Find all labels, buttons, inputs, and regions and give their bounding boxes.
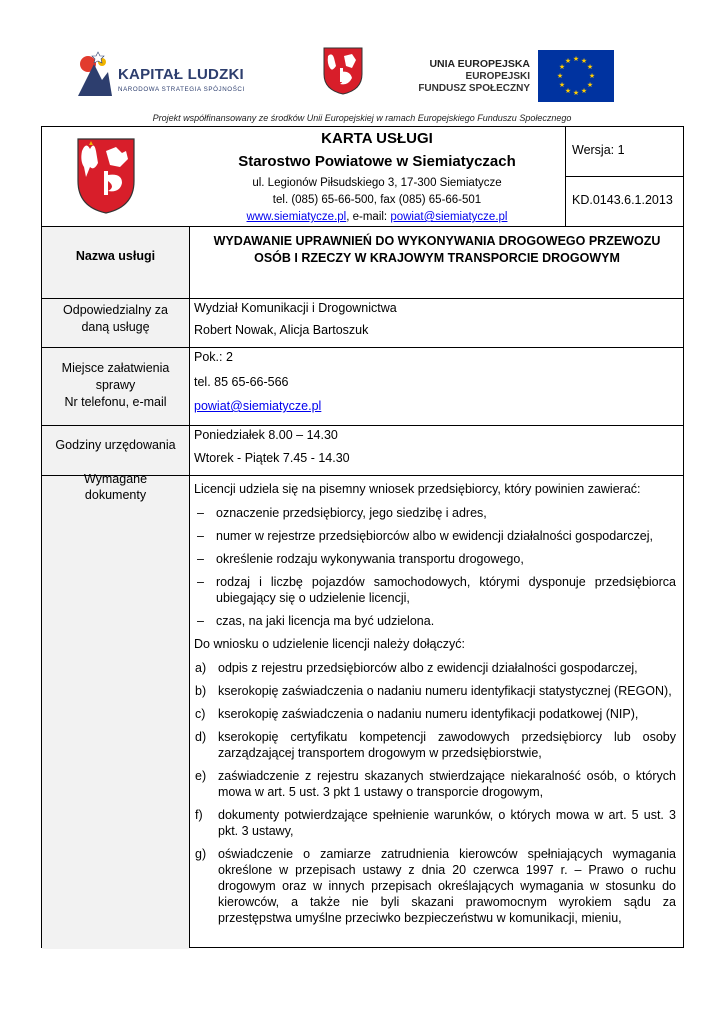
svg-text:★: ★ <box>558 81 566 89</box>
website-link[interactable]: www.siemiatycze.pl <box>246 211 347 223</box>
svg-text:★: ★ <box>588 72 596 80</box>
eu-text-block <box>414 58 530 96</box>
eu-flag-icon <box>538 50 614 102</box>
place-label <box>48 360 183 411</box>
office-email-link[interactable]: powiat@siemiatycze.pl <box>390 211 508 223</box>
svg-text:★: ★ <box>556 72 564 80</box>
office-name: Starostwo Powiatowe w Siemiatyczach <box>238 153 516 170</box>
hours-tue-fri: Wtorek - Piątek 7.45 - 14.30 <box>194 451 350 465</box>
svg-text:★: ★ <box>558 63 566 71</box>
attachments-list <box>194 660 676 926</box>
contact-label-line: Nr telefonu, e-mail <box>64 395 167 409</box>
kapital-ludzki-subtitle: NARODOWA STRATEGIA SPÓJNOŚCI <box>118 86 245 93</box>
documents-content <box>194 481 676 933</box>
eu-union-label: UNIA EUROPEJSKA <box>429 58 530 70</box>
list-item: c) kserokopię zaświadczenia o nadaniu numeru identyfikacji podatkowej (NIP), <box>195 707 639 721</box>
eu-fund-label-1: EUROPEJSKI <box>465 70 530 82</box>
service-name-label: Nazwa usługi <box>75 249 156 263</box>
room-number: Pok.: 2 <box>194 350 233 364</box>
office-phone-fax: tel. (085) 65-66-500, fax (085) 65-66-501 <box>272 194 482 206</box>
service-name-value: WYDAWANIE UPRAWNIEŃ DO WYKONYWANIA DROGOWEGO PRZEWOZU OSÓB I RZECZY W KRAJOWYM TRANSPORCIE DROGOWYM <box>213 234 661 265</box>
svg-text:★: ★ <box>564 57 572 65</box>
list-item: – określenie rodzaju wykonywania transportu drogowego, <box>197 552 524 566</box>
card-title: KARTA USŁUGI <box>321 130 433 147</box>
list-item: g) oświadczenie o zamiarze zatrudnienia kierowców spełniających wymagania określone w przepisach ustawy z dnia 20 czerwca 1997 r. – Prawo o ruchu drogowym oraz w innych przepisach określających wymagania w stosunku do kierowców, a także nie byli skazani prawomocnym wyrokiem sądu za przestępstwa umyślne przeciwko bezpieczeństwu w komunikacji, mieniu, <box>195 847 676 925</box>
list-item: e) zaświadczenie z rejestru skazanych stwierdzające niekaralność osób, o których mowa w art. 5 ust. 3 pkt 1 ustawy o transporcie drogowym, <box>195 769 676 799</box>
list-item: – oznaczenie przedsiębiorcy, jego siedzibę i adres, <box>197 506 487 520</box>
service-email-link[interactable]: powiat@siemiatycze.pl <box>194 399 322 413</box>
svg-text:★: ★ <box>580 87 588 95</box>
list-item: – numer w rejestrze przedsiębiorców albo w ewidencji działalności gospodarczej, <box>197 529 654 543</box>
svg-text:★: ★ <box>580 57 588 65</box>
coat-of-arms-icon <box>322 46 364 96</box>
list-item: b) kserokopię zaświadczenia o nadaniu numeru identyfikacji statystycznej (REGON), <box>195 684 672 698</box>
list-item: a) odpis z rejestru przedsiębiorców albo z ewidencji działalności gospodarczej, <box>195 661 638 675</box>
kapital-ludzki-mark-icon <box>74 50 114 98</box>
cofinancing-caption: Projekt współfinansowany ze środków Unii Europejskiej w ramach Europejskiego Funduszu Społecznego <box>152 113 572 123</box>
kapital-ludzki-logo <box>74 50 254 102</box>
svg-text:★: ★ <box>572 89 580 97</box>
hours-label: Godziny urzędowania <box>55 438 176 452</box>
header-logos <box>0 44 724 106</box>
service-phone: tel. 85 65-66-566 <box>194 375 289 389</box>
list-item: – rodzaj i liczbę pojazdów samochodowych, którymi dysponuje przedsiębiorca ubiegający się o udzielenie licencji, <box>197 575 676 605</box>
svg-text:★: ★ <box>586 81 594 89</box>
place-label-line: Miejsce załatwienia sprawy <box>61 361 170 392</box>
list-item: – czas, na jaki licencja ma być udzielona. <box>197 614 435 628</box>
service-card-table <box>41 126 684 948</box>
responsible-department: Wydział Komunikacji i Drogownictwa <box>194 301 397 315</box>
application-contents-list <box>194 505 676 629</box>
list-item: d) kserokopię certyfikatu kompetencji zawodowych przedsiębiorcy lub osoby zarządzającej transportem drogowym w przedsiębiorstwie, <box>195 730 676 760</box>
responsible-people: Robert Nowak, Alicja Bartoszuk <box>194 323 369 337</box>
office-address: ul. Legionów Piłsudskiego 3, 17-300 Siemiatycze <box>252 177 502 189</box>
list-item: f) dokumenty potwierdzające spełnienie warunków, o których mowa w art. 5 ust. 3 pkt. 3 ustawy, <box>195 808 676 838</box>
svg-text:★: ★ <box>564 87 572 95</box>
svg-text:★: ★ <box>572 55 580 63</box>
eu-fund-label-2: FUNDUSZ SPOŁECZNY <box>418 83 530 94</box>
documents-label: Wymagane dokumenty <box>83 472 148 502</box>
reference-number: KD.0143.6.1.2013 <box>572 193 673 207</box>
responsible-label: Odpowiedzialny za daną usługę <box>63 303 168 334</box>
office-contact-line <box>189 209 565 226</box>
county-coat-of-arms-icon <box>76 137 136 215</box>
attachments-intro: Do wniosku o udzielenie licencji należy dołączyć: <box>194 637 465 651</box>
hours-monday: Poniedziałek 8.00 – 14.30 <box>194 428 338 442</box>
svg-text:★: ★ <box>586 63 594 71</box>
version-label: Wersja: 1 <box>572 143 625 157</box>
documents-intro: Licencji udziela się na pisemny wniosek przedsiębiorcy, który powinien zawierać: <box>194 482 641 496</box>
kapital-ludzki-title: KAPITAŁ LUDZKI <box>118 66 244 83</box>
email-prefix: , e-mail: <box>346 211 391 223</box>
